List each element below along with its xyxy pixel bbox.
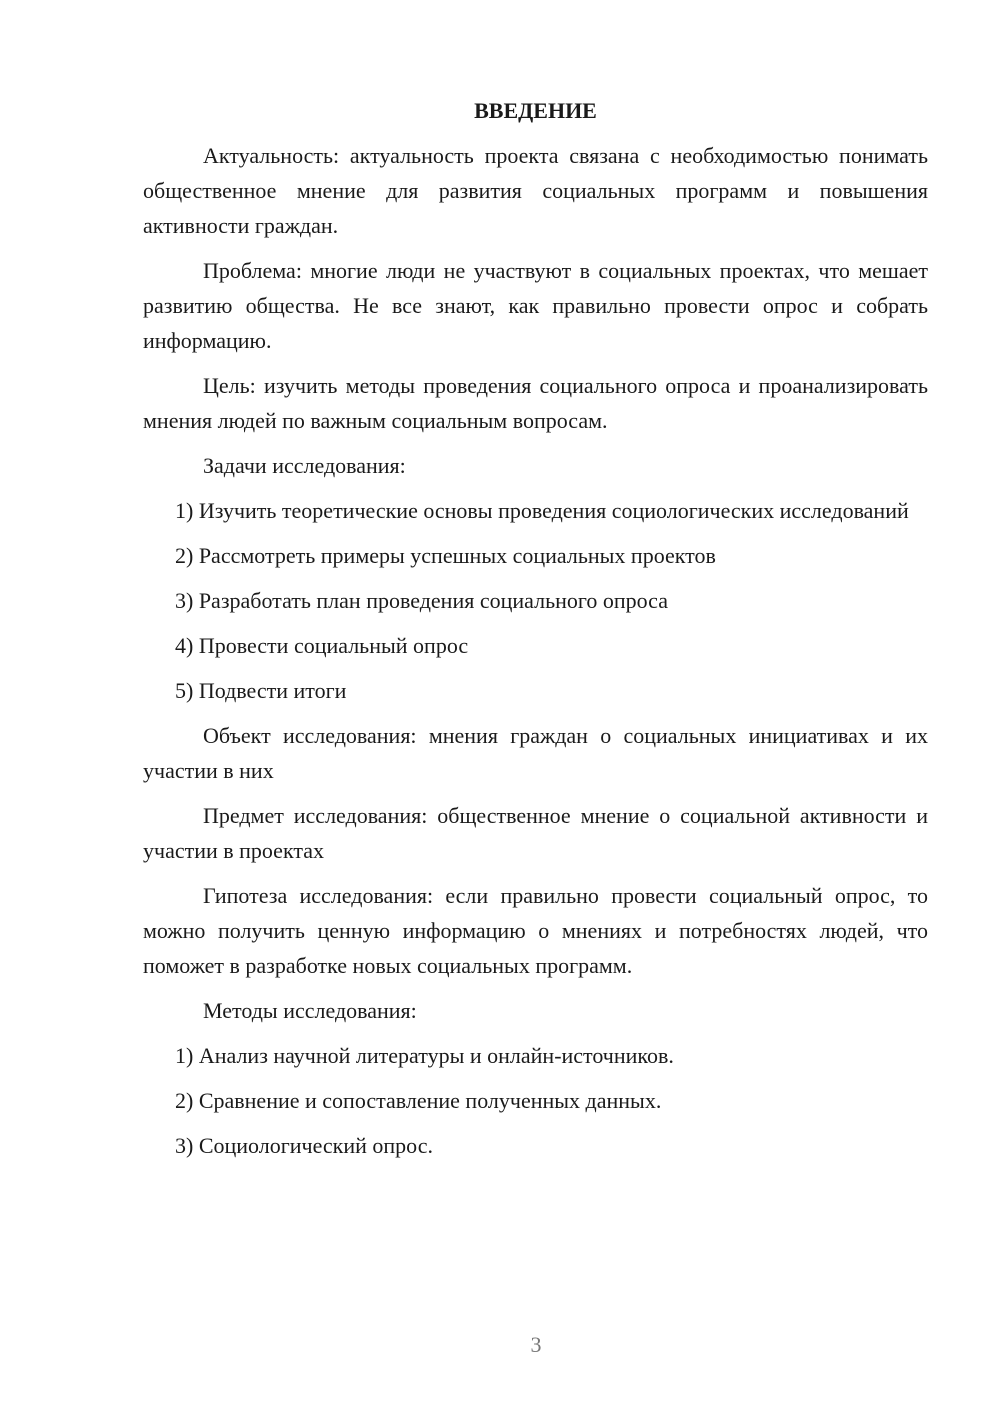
paragraph-problem: Проблема: многие люди не участвуют в социальных проектах, что мешает развитию общества. Не все знают, как правильно провести опрос и собрать информацию. (143, 258, 928, 353)
list-item: 5) Подвести итоги (175, 678, 347, 703)
page-number: 3 (530, 1332, 542, 1357)
paragraph-object: Объект исследования: мнения граждан о социальных инициативах и их участии в них (143, 723, 928, 783)
paragraph-relevance: Актуальность: актуальность проекта связана с необходимостью понимать общественное мнение для развития социальных программ и повышения активности граждан. (143, 143, 928, 238)
list-item: 2) Рассмотреть примеры успешных социальных проектов (175, 543, 716, 568)
list-item: 4) Провести социальный опрос (175, 633, 469, 658)
list-item: 3) Социологический опрос. (175, 1133, 433, 1158)
tasks-heading: Задачи исследования: (203, 453, 406, 478)
list-item: 2) Сравнение и сопоставление полученных данных. (175, 1088, 662, 1113)
methods-heading: Методы исследования: (203, 998, 417, 1023)
list-item: 1) Изучить теоретические основы проведения социологических исследований (175, 498, 909, 523)
tasks-list (143, 493, 928, 708)
methods-list (143, 1038, 928, 1163)
paragraph-subject: Предмет исследования: общественное мнение о социальной активности и участии в проектах (143, 803, 928, 863)
page-title: ВВЕДЕНИЕ (474, 98, 597, 123)
paragraph-hypothesis: Гипотеза исследования: если правильно провести социальный опрос, то можно получить ценную информацию о мнениях и потребностях людей, что поможет в разработке новых социальных программ. (143, 883, 928, 978)
list-item: 1) Анализ научной литературы и онлайн-источников. (175, 1043, 674, 1068)
paragraph-goal: Цель: изучить методы проведения социального опроса и проанализировать мнения людей по важным социальным вопросам. (143, 373, 928, 433)
list-item: 3) Разработать план проведения социального опроса (175, 588, 668, 613)
page-content (143, 93, 928, 1173)
